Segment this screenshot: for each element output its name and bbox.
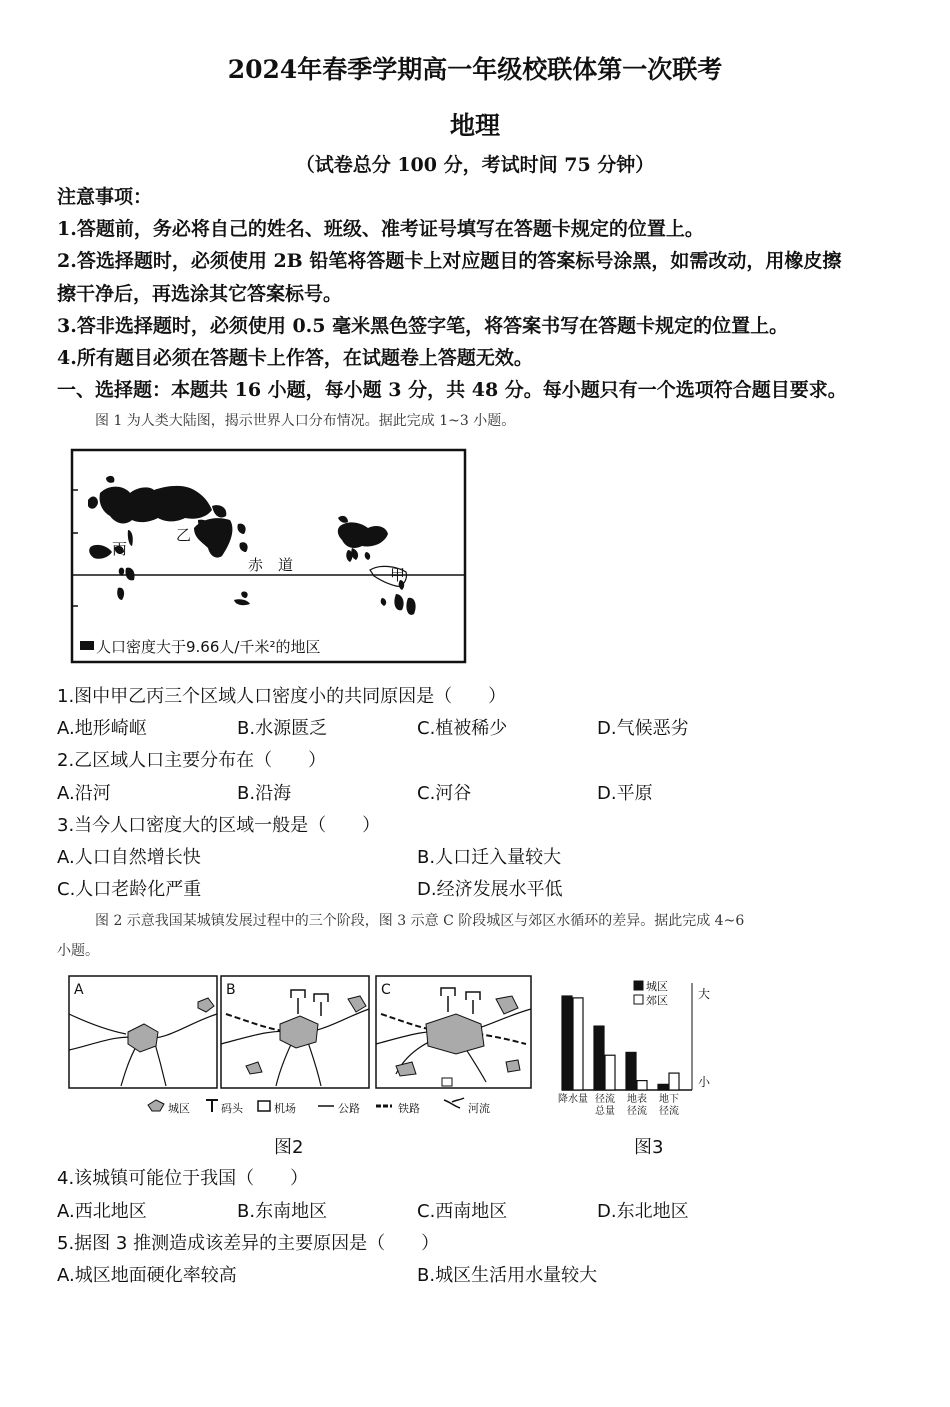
exam-title: 2024年春季学期高一年级校联体第一次联考 — [227, 55, 723, 84]
option-c[interactable]: C.西南地区 — [417, 1201, 508, 1222]
option-c[interactable]: C.河谷 — [417, 783, 472, 804]
bar-urban — [594, 1026, 604, 1090]
tick-label: 径流 — [659, 1106, 679, 1117]
map-label-yi: 乙 — [176, 526, 192, 544]
bar-suburban — [637, 1081, 647, 1090]
fig23-intro-cont: 小题。 — [57, 943, 99, 959]
bar-suburban — [605, 1055, 615, 1090]
fig1-intro: 图 1 为人类大陆图，揭示世界人口分布情况。据此完成 1~3 小题。 — [95, 413, 516, 429]
world-population-map — [70, 448, 468, 666]
legend-airport: 机场 — [274, 1102, 296, 1115]
exam-info: （试卷总分 100 分，考试时间 75 分钟） — [295, 154, 655, 176]
question-stem: 3.当今人口密度大的区域一般是（ ） — [57, 815, 381, 836]
map-legend: 人口密度大于9.66人/千米²的地区 — [96, 638, 321, 656]
tick-label: 径流 — [627, 1106, 647, 1117]
option-a[interactable]: A.地形崎岖 — [57, 718, 147, 739]
panel-c — [376, 976, 531, 1088]
question-stem: 1.图中甲乙丙三个区域人口密度小的共同原因是（ ） — [57, 686, 507, 707]
option-a[interactable]: A.沿河 — [57, 783, 111, 804]
tick-label: 径流 — [595, 1094, 615, 1105]
panel-label: A — [74, 982, 84, 998]
option-c[interactable]: C.人口老龄化严重 — [57, 879, 202, 900]
map-label-equator: 赤 道 — [248, 556, 294, 574]
y-label-large: 大 — [698, 987, 711, 1001]
option-d[interactable]: D.平原 — [597, 783, 653, 804]
town-development-figure — [66, 974, 536, 1124]
option-b[interactable]: B.东南地区 — [237, 1201, 328, 1222]
option-a[interactable]: A.城区地面硬化率较高 — [57, 1265, 237, 1286]
subject-title: 地理 — [449, 111, 500, 140]
section-heading: 一、选择题：本题共 16 小题，每小题 3 分，共 48 分。每小题只有一个选项符合题目要求。 — [57, 379, 847, 401]
tick-label: 地表 — [627, 1094, 647, 1105]
option-b[interactable]: B.人口迁入量较大 — [417, 847, 562, 868]
legend-dock: 码头 — [221, 1102, 243, 1115]
notice-item: 4.所有题目必须在答题卡上作答，在试题卷上答题无效。 — [57, 347, 533, 369]
bar-urban — [626, 1052, 636, 1090]
legend-swatch-suburban — [634, 995, 643, 1004]
panel-a — [69, 976, 217, 1088]
option-d[interactable]: D.经济发展水平低 — [417, 879, 563, 900]
notice-heading: 注意事项： — [57, 186, 153, 208]
option-b[interactable]: B.水源匮乏 — [237, 718, 328, 739]
option-b[interactable]: B.沿海 — [237, 783, 292, 804]
bar-urban — [562, 996, 572, 1090]
notice-item: 3.答非选择题时，必须使用 0.5 毫米黑色签字笔，将答案书写在答题卡规定的位置上。 — [57, 315, 789, 337]
question-stem: 2.乙区域人口主要分布在（ ） — [57, 750, 327, 771]
bar-suburban — [573, 998, 583, 1090]
notice-item: 1.答题前，务必将自己的姓名、班级、准考证号填写在答题卡规定的位置上。 — [57, 218, 704, 240]
panel-label: C — [381, 982, 391, 998]
question-stem: 4.该城镇可能位于我国（ ） — [57, 1168, 309, 1189]
bar-suburban — [669, 1073, 679, 1090]
legend-road: 公路 — [338, 1102, 360, 1115]
legend-urban: 城区 — [646, 980, 668, 993]
map-label-jia: 甲 — [390, 566, 406, 584]
notice-item: 擦干净后，再选涂其它答案标号。 — [57, 283, 343, 305]
legend-river: 河流 — [468, 1102, 490, 1115]
option-b[interactable]: B.城区生活用水量较大 — [417, 1265, 598, 1286]
option-d[interactable]: D.东北地区 — [597, 1201, 689, 1222]
legend-rail: 铁路 — [398, 1102, 420, 1115]
legend-city: 城区 — [168, 1102, 190, 1115]
legend-suburban: 郊区 — [646, 994, 668, 1007]
bar-urban — [658, 1084, 668, 1090]
y-label-small: 小 — [698, 1075, 711, 1089]
panel-label: B — [226, 982, 236, 998]
tick-label: 地下 — [659, 1094, 679, 1105]
option-a[interactable]: A.人口自然增长快 — [57, 847, 201, 868]
tick-label: 降水量 — [558, 1094, 588, 1105]
fig23-intro: 图 2 示意我国某城镇发展过程中的三个阶段，图 3 示意 C 阶段城区与郊区水循环的差异。据此完成 4~6 — [95, 913, 745, 929]
panel-b — [221, 976, 369, 1088]
map-label-bing: 丙 — [112, 540, 128, 558]
notice-item: 2.答选择题时，必须使用 2B 铅笔将答题卡上对应题目的答案标号涂黑，如需改动，用橡皮擦 — [57, 250, 842, 272]
option-a[interactable]: A.西北地区 — [57, 1201, 147, 1222]
fig2-caption: 图2 — [274, 1137, 304, 1158]
legend-swatch — [80, 641, 94, 650]
question-stem: 5.据图 3 推测造成该差异的主要原因是（ ） — [57, 1233, 440, 1254]
legend-swatch-urban — [634, 981, 643, 990]
fig2-legend — [148, 1098, 490, 1115]
water-cycle-chart — [552, 978, 722, 1123]
fig3-caption: 图3 — [634, 1137, 664, 1158]
option-c[interactable]: C.植被稀少 — [417, 718, 508, 739]
option-d[interactable]: D.气候恶劣 — [597, 718, 689, 739]
tick-label: 总量 — [595, 1106, 615, 1117]
